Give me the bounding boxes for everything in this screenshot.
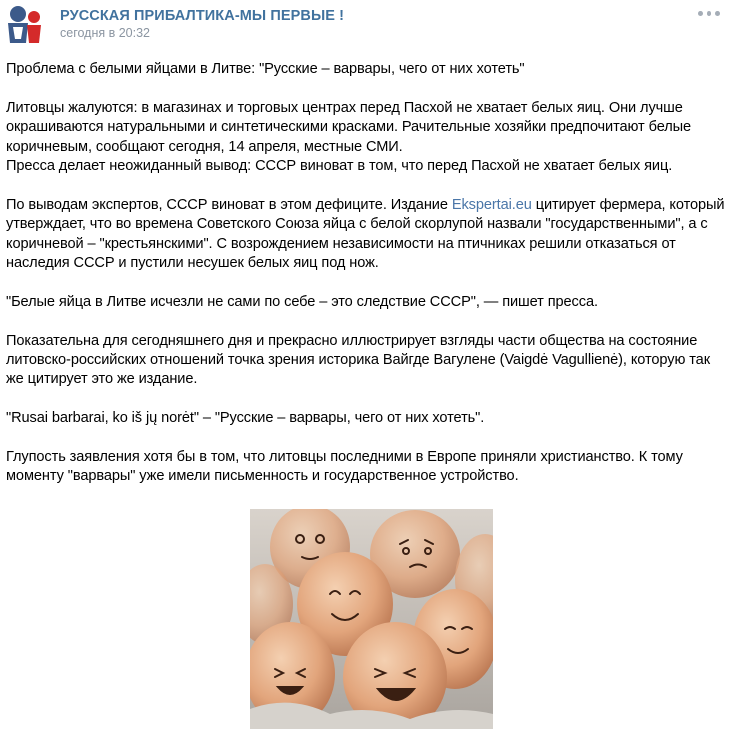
post-photo[interactable] xyxy=(250,509,493,729)
post-text-span: По выводам экспертов, СССР виноват в этом дефиците. Издание xyxy=(6,196,452,213)
post-timestamp[interactable]: сегодня в 20:32 xyxy=(60,26,150,40)
post-body xyxy=(6,60,726,506)
post-paragraph: "Белые яйца в Литве исчезли не сами по себе – это следствие СССР", — пишет пресса. xyxy=(6,293,598,310)
post-paragraph xyxy=(6,99,726,177)
egg-faces-image xyxy=(250,509,493,729)
group-logo-icon xyxy=(3,3,49,49)
post-paragraph: Показательна для сегодняшнего дня и прекрасно иллюстрирует взгляды части общества на состояние литовско-российских отношений точка зрения историка Вайгде Вагулене (Vaigdė Vagullienė), которую так же цитирует это же издание. xyxy=(6,332,710,388)
post-header xyxy=(0,0,729,44)
post-paragraph: "Rusai barbarai, ko iš jų norėt" – "Русские – варвары, чего от них хотеть". xyxy=(6,410,485,427)
post-paragraph xyxy=(6,196,726,274)
post-text-span: цитирует фермера, который утверждает, что во времена Советского Союза яйца с белой скорлупой назвали "государственными", а с коричневой – "крестьянскими". С возрождением независимости на птичниках решили отказаться от наследия СССР и пустили несушек белых яиц под нож. xyxy=(6,196,725,272)
post-sentence: Литовцы жалуются: в магазинах и торговых центрах перед Пасхой не хватает белых яиц. Они лучше окрашиваются натуральными и синтетическими красками. Рачительные хозяйки предпочитают белые коричневым, сообщают сегодня, 14 апреля, местные СМИ. xyxy=(6,99,692,155)
post-paragraph: Проблема с белыми яйцами в Литве: "Русские – варвары, чего от них хотеть" xyxy=(6,61,525,77)
post-paragraph: Глупость заявления хотя бы в том, что литовцы последними в Европе приняли христианство. К тому моменту "варвары" уже имели письменность и государственное устройство. xyxy=(6,449,683,485)
post-sentence: Пресса делает неожиданный вывод: СССР виноват в том, что перед Пасхой не хватает белых яиц. xyxy=(6,158,673,175)
more-dots-icon xyxy=(698,11,703,16)
group-avatar[interactable] xyxy=(3,3,49,49)
more-dots-icon xyxy=(715,11,720,16)
more-options-button[interactable] xyxy=(698,11,720,19)
group-name-link[interactable]: РУССКАЯ ПРИБАЛТИКА-МЫ ПЕРВЫЕ ! xyxy=(60,8,345,24)
more-dots-icon xyxy=(707,11,712,16)
source-link[interactable]: Ekspertai.eu xyxy=(451,196,532,213)
